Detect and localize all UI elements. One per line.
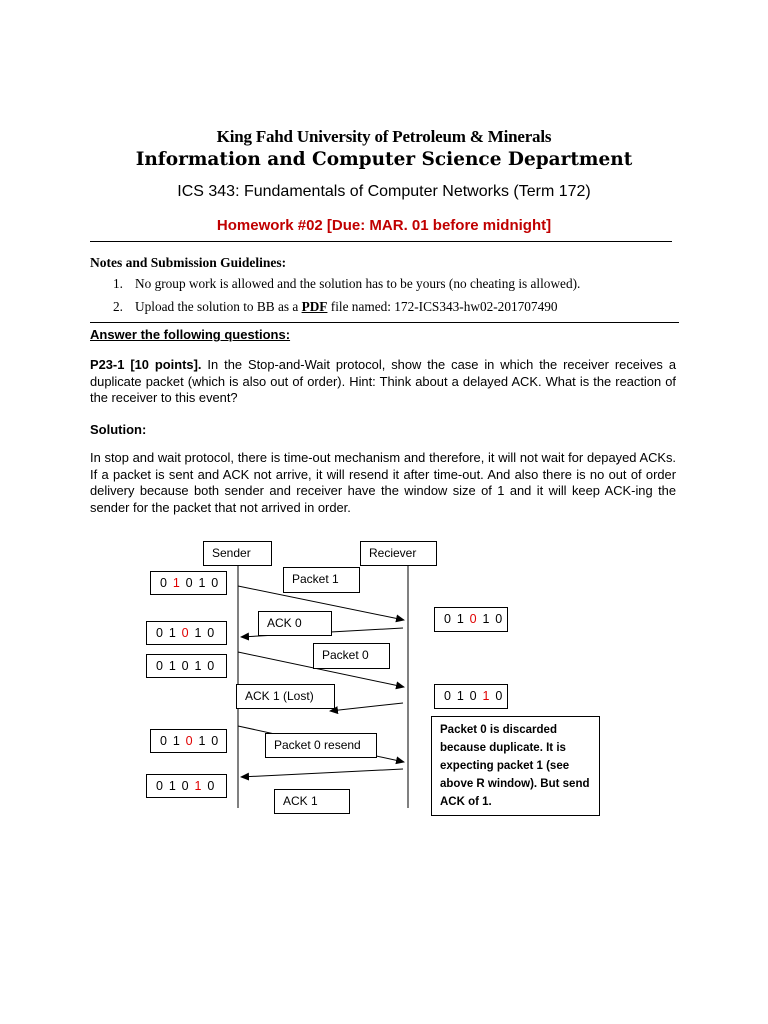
- question-label: P23-1 [10 points].: [90, 357, 202, 372]
- sender-window-5: 0 1 0 1 0: [146, 774, 227, 798]
- note-number: 2.: [113, 299, 123, 314]
- packet-0-label: Packet 0: [313, 643, 390, 669]
- packet-1-label: Packet 1: [283, 567, 360, 593]
- sender-window-4: 0 1 0 1 0: [150, 729, 227, 753]
- solution-heading: Solution:: [90, 422, 147, 437]
- ack-1-lost-label: ACK 1 (Lost): [236, 684, 335, 709]
- note-number: 1.: [113, 276, 123, 291]
- sender-window-2: 0 1 0 1 0: [146, 621, 227, 645]
- receiver-window-1: 0 1 0 1 0: [434, 607, 508, 632]
- homework-title: Homework #02 [Due: MAR. 01 before midnight]: [216, 217, 552, 234]
- ack-0-label: ACK 0: [258, 611, 332, 636]
- university-name: King Fahd University of Petroleum & Minerals: [216, 127, 552, 146]
- sender-window-3: 0 1 0 1 0: [146, 654, 227, 678]
- note-text-filename: file named: 172-ICS343-hw02-201707490: [327, 299, 558, 314]
- pdf-keyword: PDF: [301, 299, 328, 314]
- note-text: No group work is allowed and the solution has to be yours (no cheating is allowed).: [135, 276, 581, 291]
- discard-note-box: [431, 716, 600, 816]
- answer-heading: Answer the following questions:: [90, 327, 291, 342]
- packet-0-resend-label: Packet 0 resend: [265, 733, 377, 758]
- notes-heading: Notes and Submission Guidelines:: [90, 255, 287, 270]
- course-title: ICS 343: Fundamentals of Computer Networks (Term 172): [177, 183, 591, 200]
- receiver-label: Reciever: [360, 541, 437, 566]
- discard-note-text: Packet 0 is discarded because duplicate. It is expecting packet 1 (see above R window). But send ACK of 1.: [440, 724, 590, 808]
- receiver-window-2: 0 1 0 1 0: [434, 684, 508, 709]
- ack-1-arrow: [241, 769, 403, 777]
- solution-paragraph: In stop and wait protocol, there is time-out mechanism and therefore, it will not wait for depayed ACKs. If a packet is sent and ACK not arrive, it will resend it after time-out. And also there is no out of order delivery because both sender and receiver have the window size of 1 and it will keep ACK-ing the sender for the packet that not arrived in order.: [90, 450, 676, 515]
- question-text: In the Stop-and-Wait protocol, show the case in which the receiver receives a duplicate packet (which is also out of order). Hint: Think about a delayed ACK. What is the reaction of the receiver to this event?: [90, 357, 676, 405]
- note-text: Upload the solution to BB as a: [135, 299, 302, 314]
- sender-label: Sender: [203, 541, 272, 566]
- sender-window-1: 0 1 0 1 0: [150, 571, 227, 595]
- ack-1-lost-arrow: [330, 703, 403, 711]
- department-name: Information and Computer Science Department: [135, 149, 633, 170]
- ack-1-label: ACK 1: [274, 789, 350, 814]
